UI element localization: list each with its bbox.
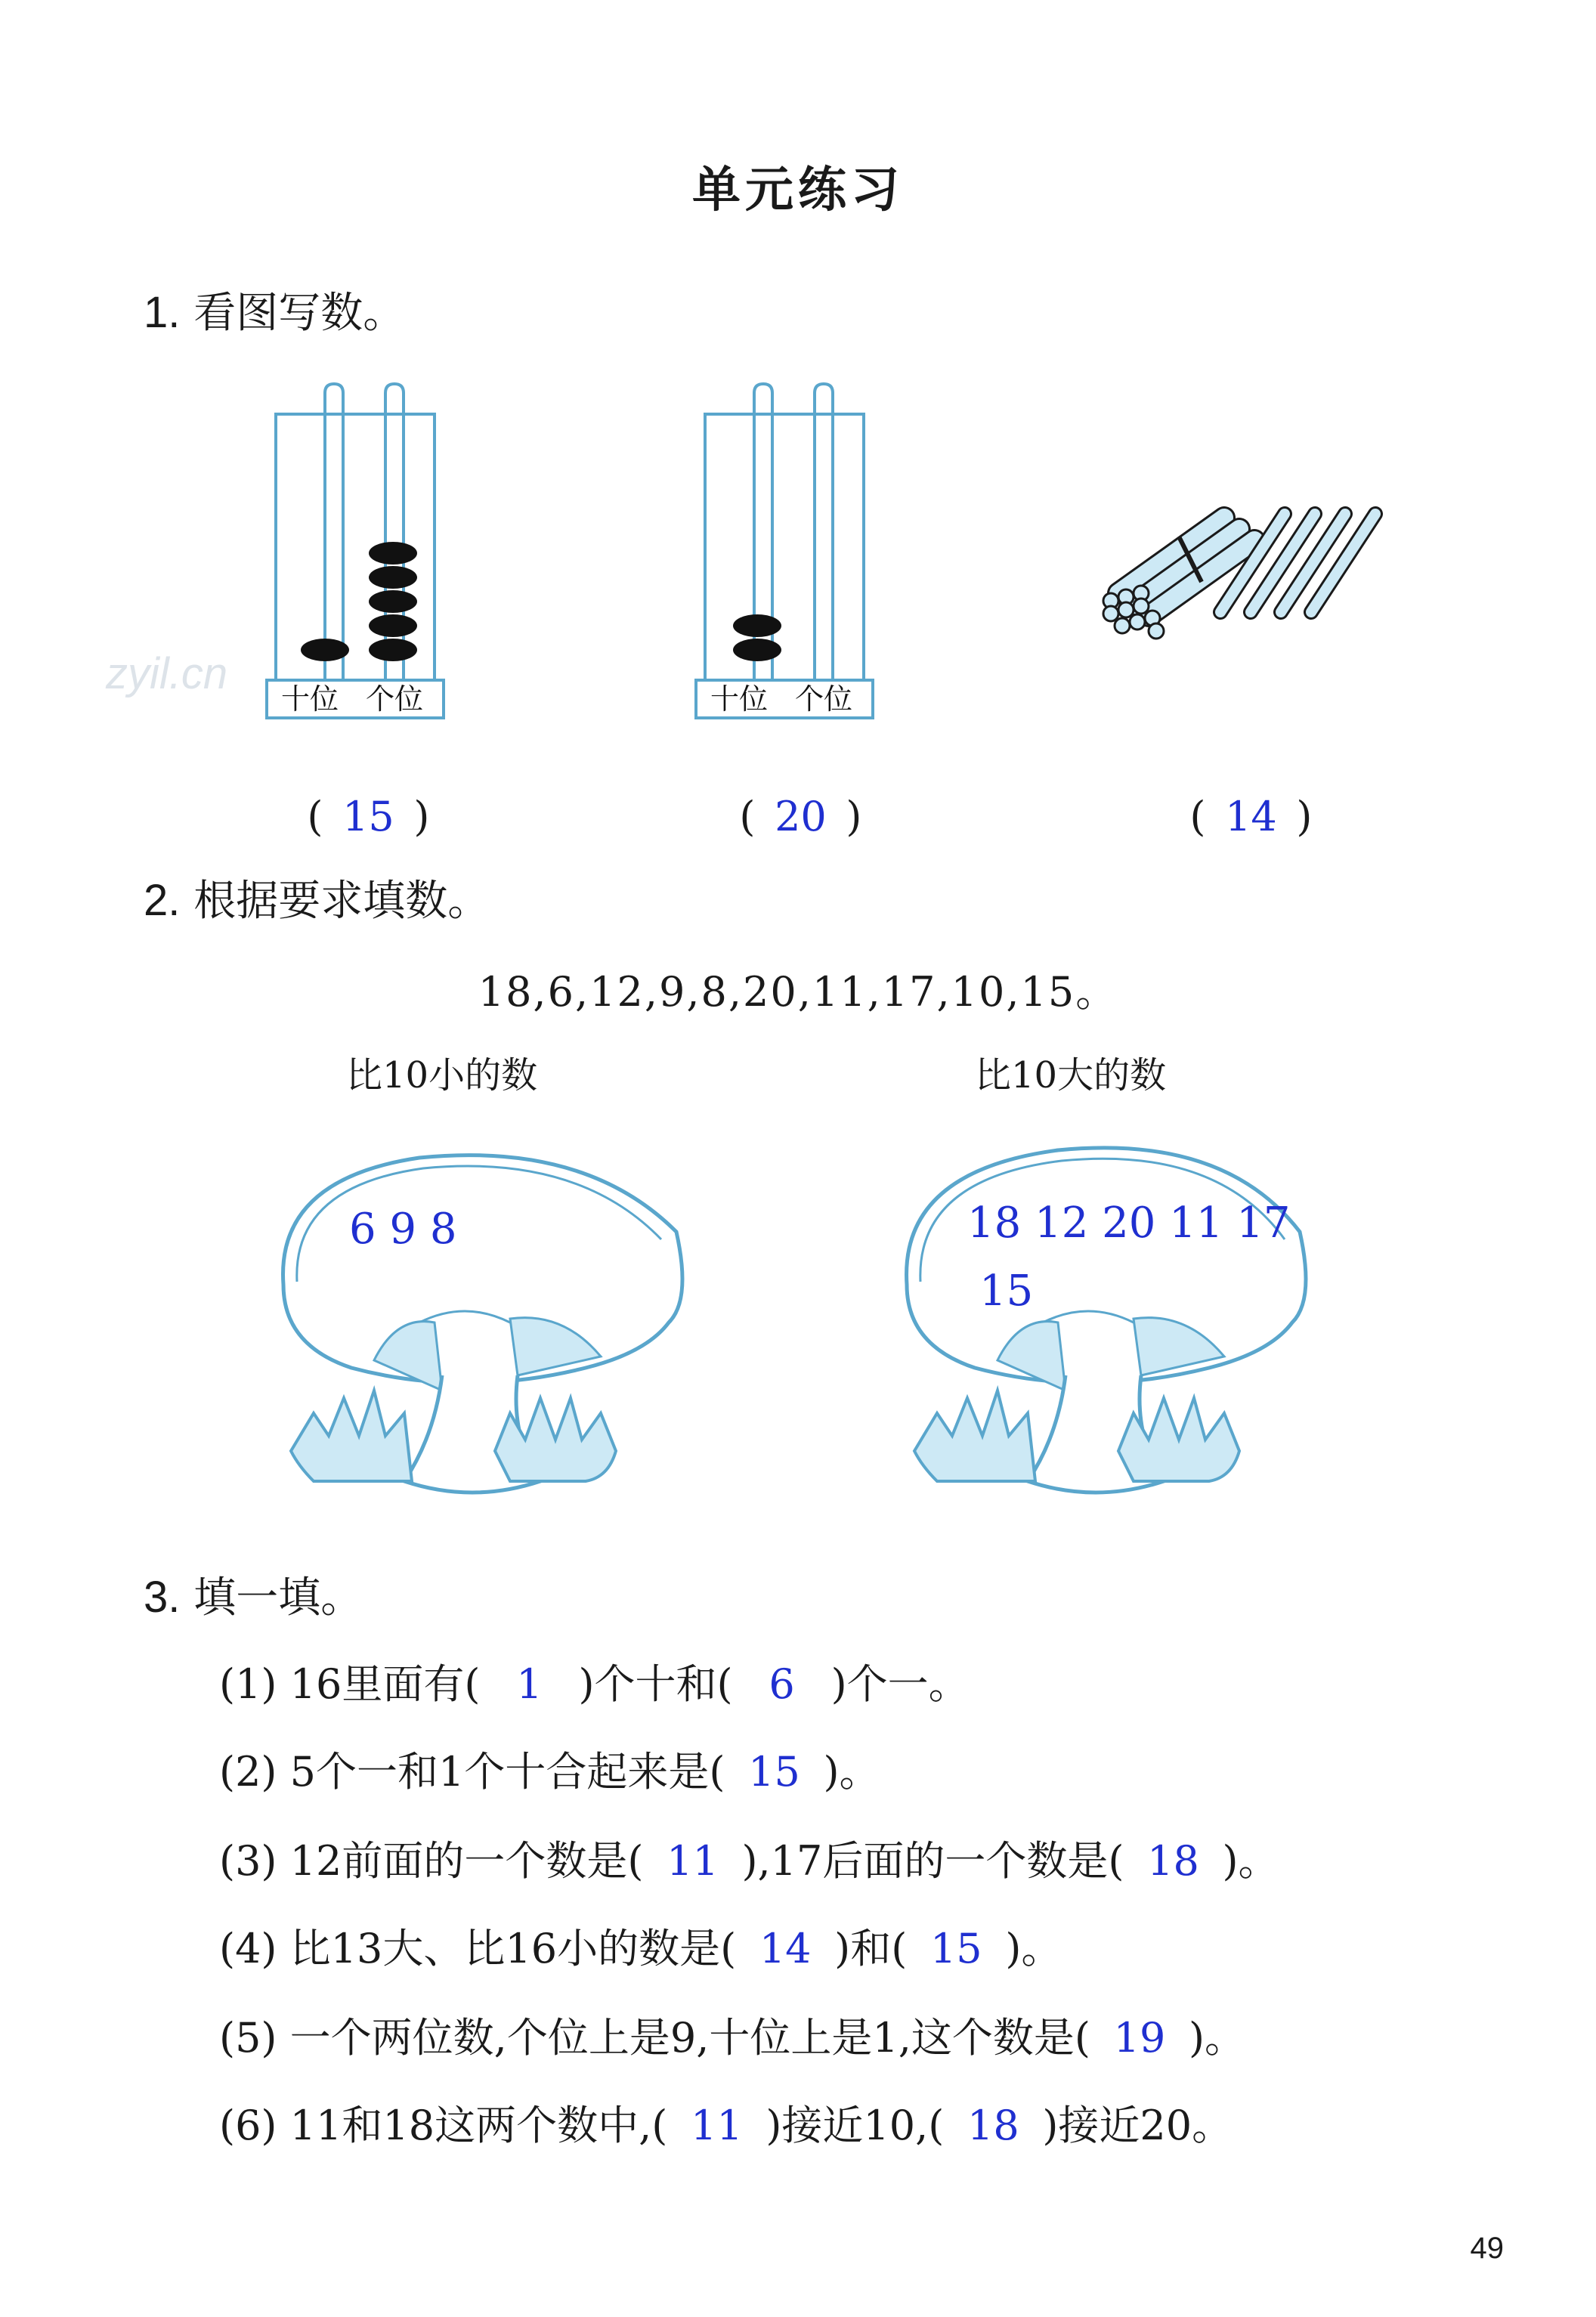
q3-item-2: (2) 5个一和1个十合起来是( 15 )。 — [219, 1748, 880, 1796]
page-title: 单元练习 — [692, 162, 904, 218]
q3-item-6: (6) 11和18这两个数中,( 11 )接近10,( 18 )接近20。 — [219, 2102, 1233, 2149]
abacus-1 — [264, 378, 453, 725]
q3-item-4: (4) 比13大、比16小的数是( 14 )和( 15 )。 — [219, 1925, 1062, 1972]
bead — [301, 639, 349, 661]
left-mushroom-label: 比10小的数 — [346, 1054, 538, 1097]
abacus-2-tens-beads — [733, 614, 781, 661]
abacus-1-tens-beads — [301, 639, 349, 661]
mushroom-right — [892, 1141, 1315, 1496]
bead — [369, 614, 417, 637]
right-mushroom-answers-line2: 15 — [979, 1267, 1034, 1316]
tens-label: 十位 — [280, 682, 339, 716]
left-mushroom-answers: 6 9 8 — [349, 1205, 457, 1254]
q3-number: 3. — [144, 1573, 181, 1622]
q2-heading — [144, 868, 490, 928]
q3-title: 填一填。 — [193, 1573, 363, 1623]
q1-answer-3: ( 14 ) — [1189, 793, 1313, 840]
page-number: 49 — [1470, 2232, 1504, 2265]
q1-heading — [144, 280, 405, 340]
q1-answer-1: ( 15 ) — [307, 793, 430, 840]
bead — [733, 639, 781, 661]
ones-label: 个位 — [794, 682, 853, 716]
q1-title: 看图写数。 — [193, 289, 406, 338]
q3-item-1: (1) 16里面有( 1 )个十和( 6 )个一。 — [219, 1660, 970, 1708]
q3-item-5: (5) 一个两位数,个位上是9,十位上是1,这个数是( 19 )。 — [219, 2014, 1246, 2062]
bead — [369, 590, 417, 613]
watermark: zyil.cn — [106, 649, 228, 698]
right-mushroom-answers-line1: 18 12 20 11 17 — [967, 1199, 1291, 1248]
bead — [369, 542, 417, 565]
right-mushroom-label: 比10大的数 — [975, 1054, 1167, 1097]
ones-label: 个位 — [365, 682, 424, 716]
q2-title: 根据要求填数。 — [193, 877, 490, 926]
abacus-1-ones-beads — [369, 542, 417, 661]
tens-label: 十位 — [710, 682, 769, 716]
q1-number: 1. — [144, 288, 181, 337]
q3-heading — [144, 1564, 363, 1625]
q1-answer-2: ( 20 ) — [739, 793, 862, 840]
stick-bundle — [1103, 518, 1254, 639]
bead — [369, 639, 417, 661]
counting-sticks — [1088, 491, 1383, 642]
bead — [369, 566, 417, 589]
mushroom-left — [268, 1149, 691, 1496]
q3-item-3: (3) 12前面的一个数是( 11 ),17后面的一个数是( 18 )。 — [219, 1837, 1279, 1885]
abacus-2 — [694, 378, 883, 725]
number-list: 18,6,12,9,8,20,11,17,10,15。 — [478, 968, 1118, 1016]
q2-number: 2. — [144, 876, 181, 925]
bead — [733, 614, 781, 637]
